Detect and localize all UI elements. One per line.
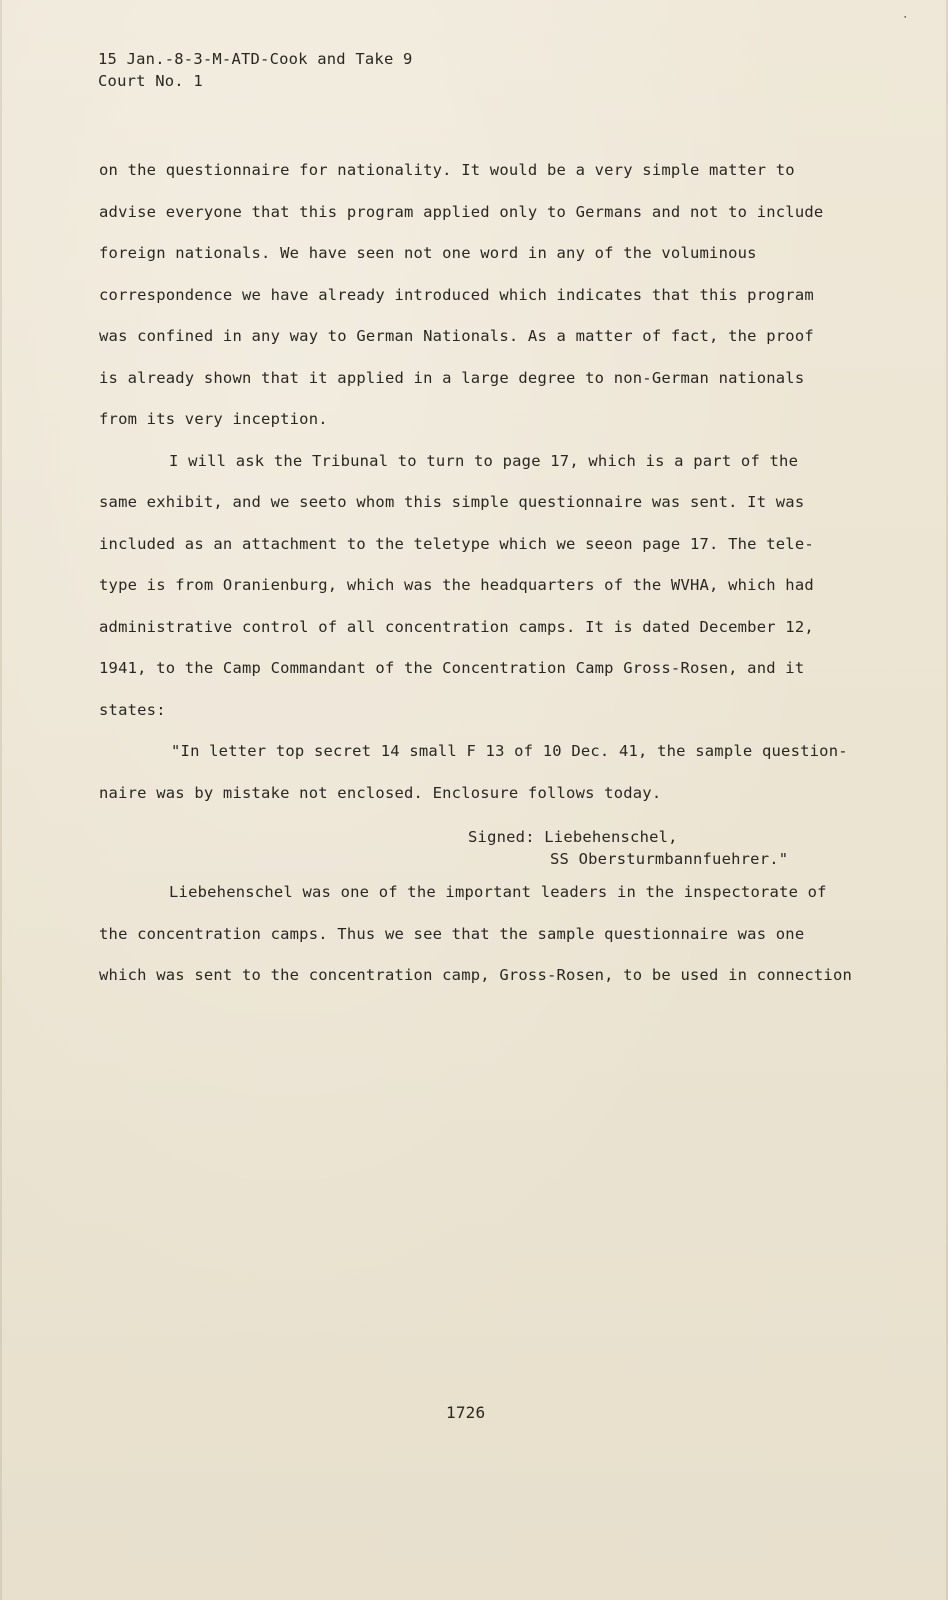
text-line: is already shown that it applied in a large degree to non-German nationals xyxy=(99,368,805,387)
margin-mark: ‧ xyxy=(903,10,908,26)
header-court: Court No. 1 xyxy=(98,72,203,90)
page-number: 1726 xyxy=(446,1403,486,1422)
text-line: which was sent to the concentration camp, Gross-Rosen, to be used in connection xyxy=(99,966,853,984)
signature-name: Signed: Liebehenschel, xyxy=(468,828,678,846)
text-line: from its very inception. xyxy=(99,410,328,428)
text-line: on the questionnaire for nationality. It would be a very simple matter to xyxy=(99,161,795,179)
text-line: correspondence we have already introduced which indicates that this program xyxy=(99,285,814,304)
header-reference: 15 Jan.-8-3-M-ATD-Cook and Take 9 xyxy=(98,50,413,68)
document-header xyxy=(98,48,413,92)
text-line: foreign nationals. We have seen not one word in any of the voluminous xyxy=(99,244,757,262)
text-line: states: xyxy=(99,700,166,719)
signature-title: SS Obersturmbannfuehrer." xyxy=(550,850,789,868)
text-line: I will ask the Tribunal to turn to page 17, which is a part of the xyxy=(169,451,799,470)
text-line: type is from Oranienburg, which was the headquarters of the WVHA, which had xyxy=(99,576,814,594)
text-line: administrative control of all concentration camps. It is dated December 12, xyxy=(99,617,814,636)
text-line: Liebehenschel was one of the important leaders in the inspectorate of xyxy=(169,883,827,901)
quote-line: naire was by mistake not enclosed. Enclosure follows today. xyxy=(99,783,662,802)
transcript-body xyxy=(99,150,899,814)
text-line: 1941, to the Camp Commandant of the Concentration Camp Gross-Rosen, and it xyxy=(99,659,805,677)
text-line: the concentration camps. Thus we see that the sample questionnaire was one xyxy=(99,924,805,943)
quote-line: "In letter top secret 14 small F 13 of 10 Dec. 41, the sample question- xyxy=(171,742,848,760)
text-line: same exhibit, and we seeto whom this simple questionnaire was sent. It was xyxy=(99,493,805,511)
text-line: included as an attachment to the teletype which we seeon page 17. The tele- xyxy=(99,534,814,553)
text-line: advise everyone that this program applied only to Germans and not to include xyxy=(99,202,824,221)
signature-block xyxy=(468,826,788,870)
text-line: was confined in any way to German Nationals. As a matter of fact, the proof xyxy=(99,327,814,345)
transcript-body-continued xyxy=(99,872,919,997)
